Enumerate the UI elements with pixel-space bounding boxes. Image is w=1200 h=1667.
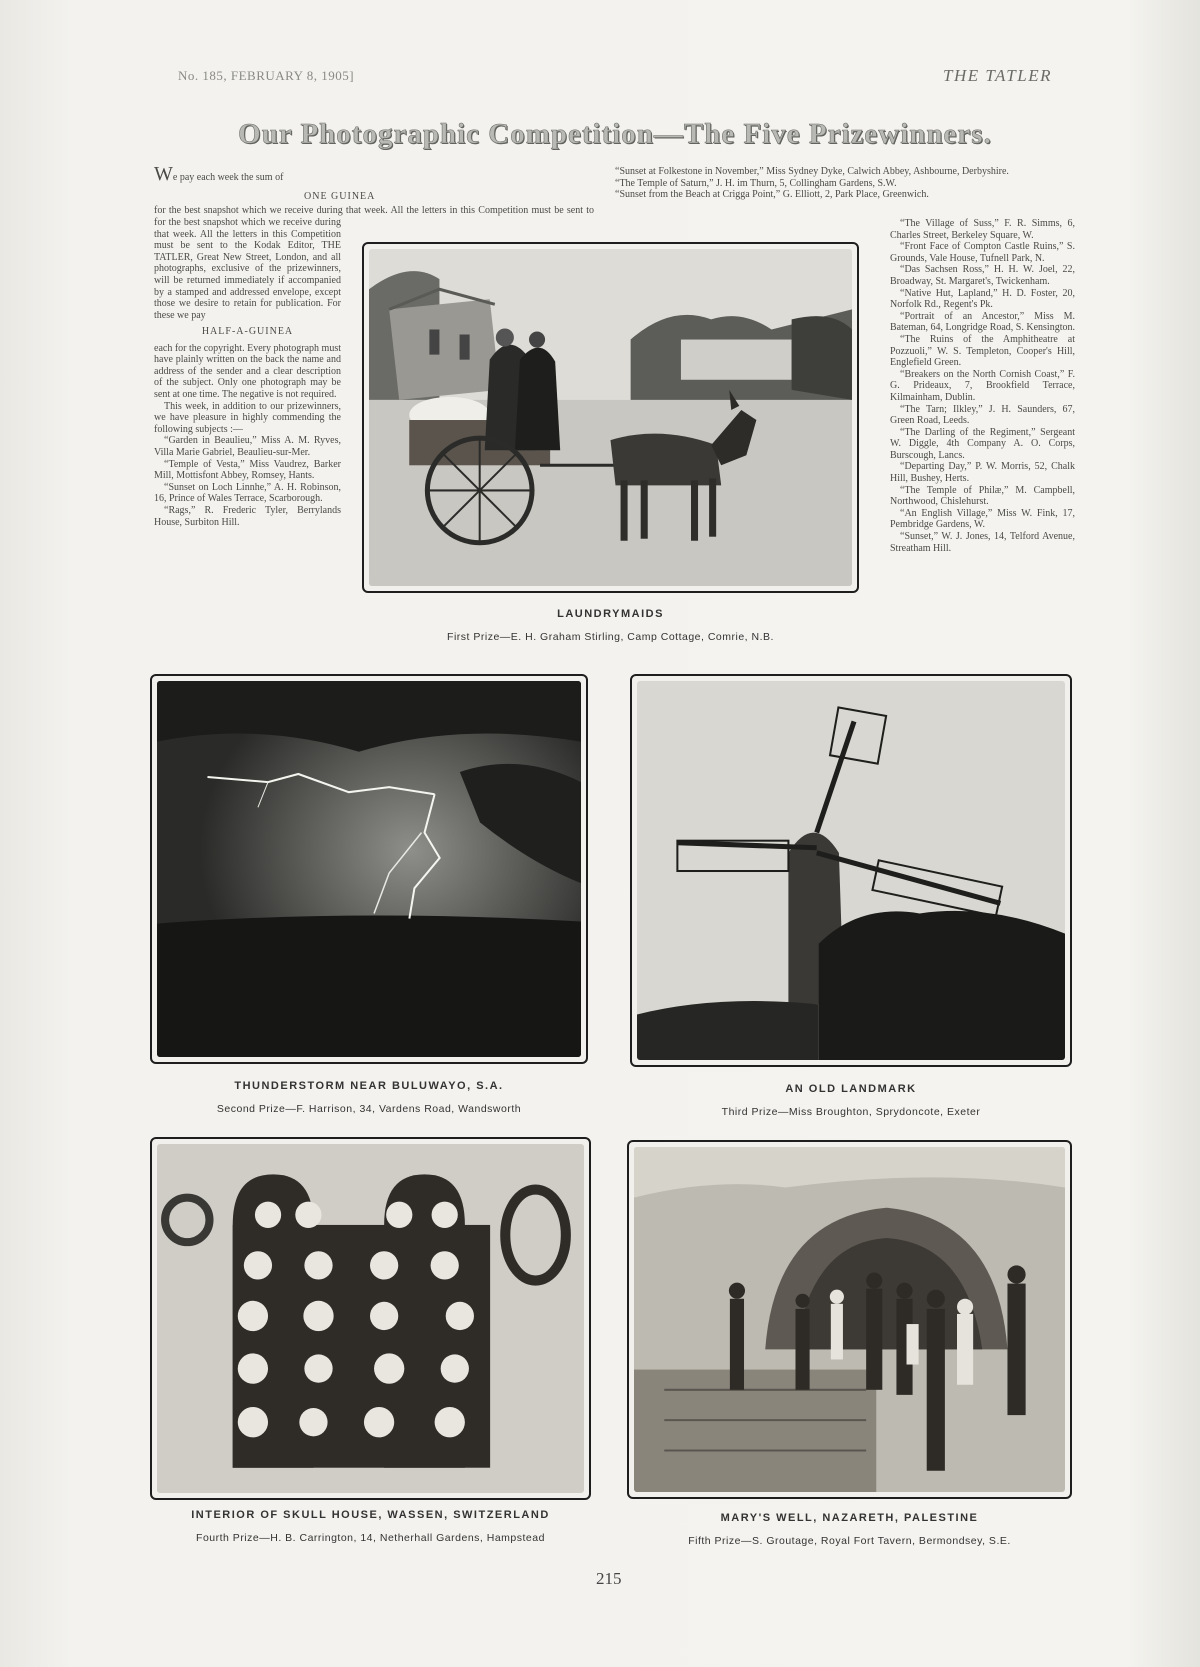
commended-item: “The Temple of Philæ,” M. Campbell, Northwood, Chislehurst. [890,484,1075,508]
photo-skull-house [150,1137,591,1500]
intro-text-2: for the best snapshot which we receive during that week. All the letters in this Competition must be sent to [154,205,594,216]
caption-windmill [630,1083,1072,1118]
page-number: 215 [596,1569,622,1588]
photo-title: AN OLD LANDMARK [785,1083,917,1095]
photo-laundrymaids [362,242,859,593]
well-scene-image [634,1147,1065,1492]
photo-windmill [630,674,1072,1067]
caption-thunderstorm [150,1080,588,1115]
commended-item: “Portrait of an Ancestor,” Miss M. Bateman, 64, Longridge Road, S. Kensington. [890,310,1075,334]
commended-item: “An English Village,” Miss W. Fink, 17, Pembridge Gardens, W. [890,507,1075,531]
photo-title: THUNDERSTORM NEAR BULUWAYO, S.A. [234,1080,504,1092]
lightning-image [157,681,581,1057]
caption-skull-house [150,1509,591,1544]
commended-top [605,166,1073,201]
one-guinea-heading: ONE GUINEA [304,190,376,202]
intro-text-2-cont: for the best snapshot which we receive during that week. All the letters in this Competition must be sent to the Kodak Editor, THE TATLER, Great New Street, London, and all photographs, exclusive of the prizewinners, will be returned immediately if accompanied by a stamped and addressed envelope, except those we desire to retain for publication. For these we pay [154,217,341,321]
commended-item: “The Darling of the Regiment,” Sergeant W. Diggle, 4th Company A. O. Corps, Burscough, Lancs. [890,426,1075,461]
commended-item: “Native Hut, Lapland,” H. D. Foster, 20, Norfolk Rd., Regent's Pk. [890,287,1075,311]
intro-column-body [154,217,341,528]
intro-wide-text [154,205,594,217]
page-title: Our Photographic Competition—The Five Prizewinners. [238,118,992,150]
commended-right [890,218,1075,554]
donkey-cart-image [369,249,852,586]
photo-title: INTERIOR OF SKULL HOUSE, WASSEN, SWITZERLAND [191,1509,550,1521]
commended-item: “Temple of Vesta,” Miss Vaudrez, Barker Mill, Mottisfont Abbey, Romsey, Hants. [154,458,341,482]
drop-cap: W [154,163,173,185]
photo-credit: Fourth Prize—H. B. Carrington, 14, Netherhall Gardens, Hampstead [196,1532,545,1544]
masthead: THE TATLER [943,66,1052,85]
commended-item: “Das Sachsen Ross,” H. H. W. Joel, 22, Broadway, St. Margaret's, Twickenham. [890,264,1075,287]
commended-item: “Breakers on the North Cornish Coast,” F. G. Prideaux, 7, Brookfield Terrace, Kilmainham, Dublin. [890,368,1075,403]
photo-title: LAUNDRYMAIDS [557,608,664,620]
windmill-image [637,681,1065,1060]
commended-item: “The Temple of Saturn,” J. H. im Thurn, 5, Collingham Gardens, S.W. [615,177,897,189]
photo-credit: Third Prize—Miss Broughton, Sprydoncote, Exeter [721,1106,981,1118]
commended-item: “Sunset,” W. J. Jones, 14, Telford Avenue, Streatham Hill. [890,531,1075,554]
commended-item: “Rags,” R. Frederic Tyler, Berrylands House, Surbiton Hill. [154,504,341,528]
commended-item: “The Village of Suss,” F. R. Simms, 6, Charles Street, Berkeley Square, W. [890,218,1075,241]
commended-item: “Garden in Beaulieu,” Miss A. M. Ryves, Villa Marie Gabriel, Beaulieu-sur-Mer. [154,435,341,458]
caption-laundrymaids [362,608,859,643]
caption-marys-well [627,1512,1072,1547]
commended-item: “The Ruins of the Amphitheatre at Pozzuoli,” W. S. Templeton, Cooper's Hill, Englefield Green. [890,333,1075,369]
intro-text-1: e pay each week the sum of [172,172,284,183]
commended-item: “Front Face of Compton Castle Ruins,” S. Grounds, Vale House, Tufnell Park, N. [890,241,1075,264]
commended-item: “Sunset on Loch Linnhe,” A. H. Robinson, 16, Prince of Wales Terrace, Scarborough. [154,481,341,505]
photo-title: MARY'S WELL, NAZARETH, PALESTINE [720,1512,979,1524]
photo-credit: First Prize—E. H. Graham Stirling, Camp Cottage, Comrie, N.B. [447,631,774,643]
intro-text-3: each for the copyright. Every photograph must have plainly written on the back the name and address of the sender and a clear description of the subject. Only one photograph may be sent at one time. The negative is not required. [154,342,341,400]
commended-item: “Sunset at Folkestone in November,” Miss Sydney Dyke, Calwich Abbey, Ashbourne, Derbyshire. [615,166,1009,177]
commended-item: “The Tarn; Ilkley,” J. H. Saunders, 67, Green Road, Leeds. [890,403,1075,427]
commended-item: “Sunset from the Beach at Crigga Point,” G. Elliott, 2, Park Place, Greenwich. [615,189,929,201]
half-guinea-heading: HALF-A-GUINEA [201,326,294,337]
photo-thunderstorm [150,674,588,1064]
intro-text-4: This week, in addition to our prizewinners, we have pleasure in highly commending the following subjects :— [154,400,341,435]
photo-marys-well [627,1140,1072,1499]
issue-date: No. 185, FEBRUARY 8, 1905] [178,68,355,83]
skull-shelves-image [157,1144,584,1493]
intro-column [154,163,376,206]
commended-item: “Departing Day,” P. W. Morris, 52, Chalk Hill, Bushey, Herts. [890,461,1075,485]
photo-credit: Second Prize—F. Harrison, 34, Vardens Road, Wandsworth [216,1103,522,1115]
photo-credit: Fifth Prize—S. Groutage, Royal Fort Tavern, Bermondsey, S.E. [688,1535,1011,1547]
